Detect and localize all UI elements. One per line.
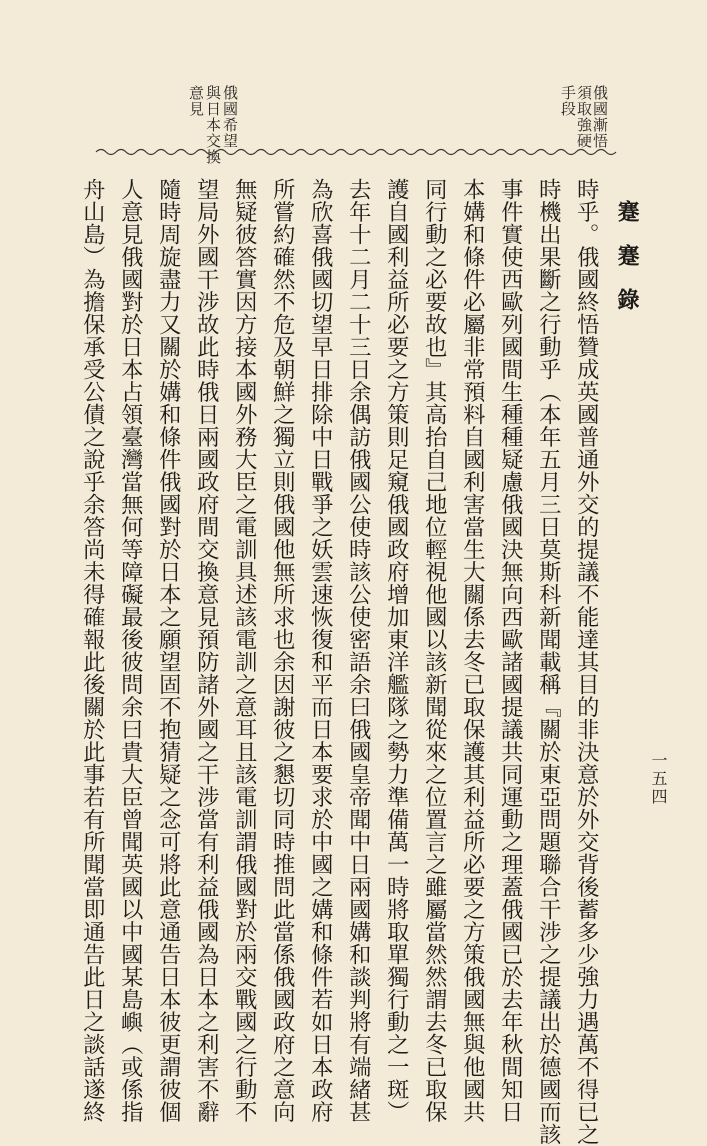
text-column: 同行動之必要故也』其高抬自己地位輕視他國以該新聞從來之位置言之雖屬當然然謂去冬已取保 [421, 178, 448, 1123]
text-column: 去年十二月二十三日余偶訪俄國公使時該公使密語余曰俄國皇帝聞中日兩國媾和談判將有端緒甚 [345, 178, 372, 1123]
text-column: 所嘗約確然不危及朝鮮之獨立則俄國他無所求也余因謝彼之懇切同時推問此當係俄國政府之意向 [269, 178, 296, 1123]
text-column: 隨時周旋盡力又關於媾和條件俄國對於日本之願望固不抱猜疑之念可將此意通告日本彼更謂彼個 [155, 178, 182, 1123]
text-column: 護自國利益所必要之方策則足窺俄國政府增加東洋艦隊之勢力準備萬一時將取單獨行動之一斑） [383, 178, 410, 1123]
margin-note-line: 俄國漸悟 [591, 85, 609, 149]
margin-note-line: 手段 [559, 85, 577, 117]
margin-note-line: 意見 [187, 85, 205, 117]
margin-note-line: 俄國希望 [221, 85, 239, 149]
text-column: 時乎。俄國終悟贊成英國普通外交的提議不能達其目的非決意於外交背後蓄多少強力遇萬不得已之 [573, 178, 600, 1146]
text-column: 時機出果斷之行動乎（本年五月三日莫斯科新聞載稱『關於東亞問題聯合干涉之提議出於德國而該 [535, 178, 562, 1146]
text-column: 人意見俄國對於日本占領臺灣當無何等障礙最後彼問余曰貴大臣曾聞英國以中國某島嶼（或係指 [117, 178, 144, 1123]
text-column: 為欣喜俄國切望早日排除中日戰爭之妖雲速恢復和平而日本要求於中國之媾和條件若如日本政府 [307, 178, 334, 1123]
text-column: 望局外國干涉故此時俄日兩國政府間交換意見預防諸外國之干涉當有利益俄國為日本之利害不辭 [193, 178, 220, 1123]
margin-note-line: 與日本交換 [204, 85, 222, 165]
page-number: 一五四 [649, 752, 668, 806]
text-column: 舟山島）為擔保承受公債之說乎余答尚未得確報此後關於此事若有所聞當即通告此日之談話遂終 [79, 178, 106, 1123]
text-column: 無疑彼答實因方接本國外務大臣之電訓具述該電訓之意耳且該電訓謂俄國對於兩交戰國之行動不 [231, 178, 258, 1123]
wavy-divider [96, 145, 616, 159]
running-title: 蹇蹇錄 [614, 200, 640, 332]
margin-note-line: 須取強硬 [575, 85, 593, 149]
text-column: 本媾和條件必屬非常預料自國利害當生大關係去冬已取保護其利益所必要之方策俄國無與他國共 [459, 178, 486, 1123]
text-column: 事件實使西歐列國間生種種疑慮俄國決無向西歐諸國提議共同運動之理蓋俄國已於去年秋間知日 [497, 178, 524, 1123]
